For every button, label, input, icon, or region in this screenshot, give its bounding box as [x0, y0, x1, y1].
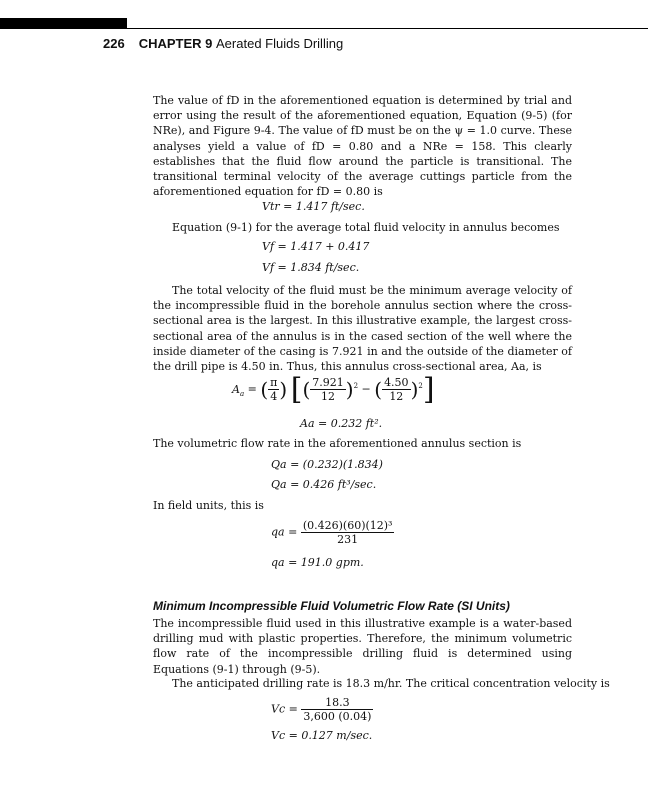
paragraph-3: The total velocity of the fluid must be the minimum average velocity of the incompressible fluid in the borehole annulus section where the cross-sectional area is the largest. In this illustrative example, the largest cross-sectional area of the annulus is in the cased section of the well where the inside diameter of the casing is 7.921 in and the outside of the diameter of the drill pipe is 4.50 in. Thus, this annulus cross-sectional area, Aa, is: [153, 284, 572, 374]
running-header: [103, 36, 343, 51]
paragraph-5: In field units, this is: [153, 499, 264, 512]
page-number: 226: [103, 36, 125, 51]
equation-vtr: Vtr = 1.417 ft/sec.: [262, 200, 365, 213]
header-bar: [0, 18, 127, 29]
paragraph-7: The anticipated drilling rate is 18.3 m/hr. The critical concentration velocity is: [172, 677, 610, 690]
equation-vc: Vc = $\frac{18.3}{3,600 (0.04)}$: [271, 696, 372, 723]
equation-aa-formula: $A_a$ = ( $\frac{\pi}{4}$ ) [( $\frac{7.921}{12}$ )$^2$ − ( $\frac{4.50}{12}$ )$^2$]: [232, 372, 435, 407]
paragraph-4: The volumetric flow rate in the aforementioned annulus section is: [153, 437, 522, 450]
header-rule: [127, 28, 648, 29]
equation-vc-result: Vc = 0.127 m/sec.: [271, 729, 373, 742]
chapter-label: CHAPTER 9: [138, 36, 213, 51]
paragraph-2: Equation (9-1) for the average total fluid velocity in annulus becomes: [172, 221, 560, 234]
equation-qa-result: qa = 191.0 gpm.: [271, 556, 364, 569]
equation-qa-1: Qa = (0.232)(1.834): [271, 458, 383, 471]
equation-vf-1: Vf = 1.417 + 0.417: [262, 240, 370, 253]
section-heading: Minimum Incompressible Fluid Volumetric Flow Rate (SI Units): [153, 599, 510, 613]
chapter-title: Aerated Fluids Drilling: [216, 36, 344, 51]
paragraph-1: The value of fD in the aforementioned equation is determined by trial and error using the result of the aforementioned equation, Equation (9-5) (for NRe), and Figure 9-4. The value of fD must be on the ψ = 1.0 curve. These analyses yield a value of fD = 0.80 and a NRe = 158. This clearly establishes that the fluid flow around the particle is transitional. The transitional terminal velocity of the average cuttings particle from the aforementioned equation for fD = 0.80 is: [153, 94, 572, 199]
equation-qa-2: Qa = 0.426 ft³/sec.: [271, 478, 377, 491]
equation-aa-result: Aa = 0.232 ft².: [300, 417, 383, 430]
equation-qa-field: qa = $\frac{\text{(0.426)(60)(12)³}}{231}$: [271, 519, 393, 546]
paragraph-6: The incompressible fluid used in this illustrative example is a water-based drilling mud with plastic properties. Therefore, the minimum volumetric flow rate of the incompressible drilling fluid is determined using Equations (9-1) through (9-5).: [153, 617, 572, 676]
equation-vf-2: Vf = 1.834 ft/sec.: [262, 261, 360, 274]
